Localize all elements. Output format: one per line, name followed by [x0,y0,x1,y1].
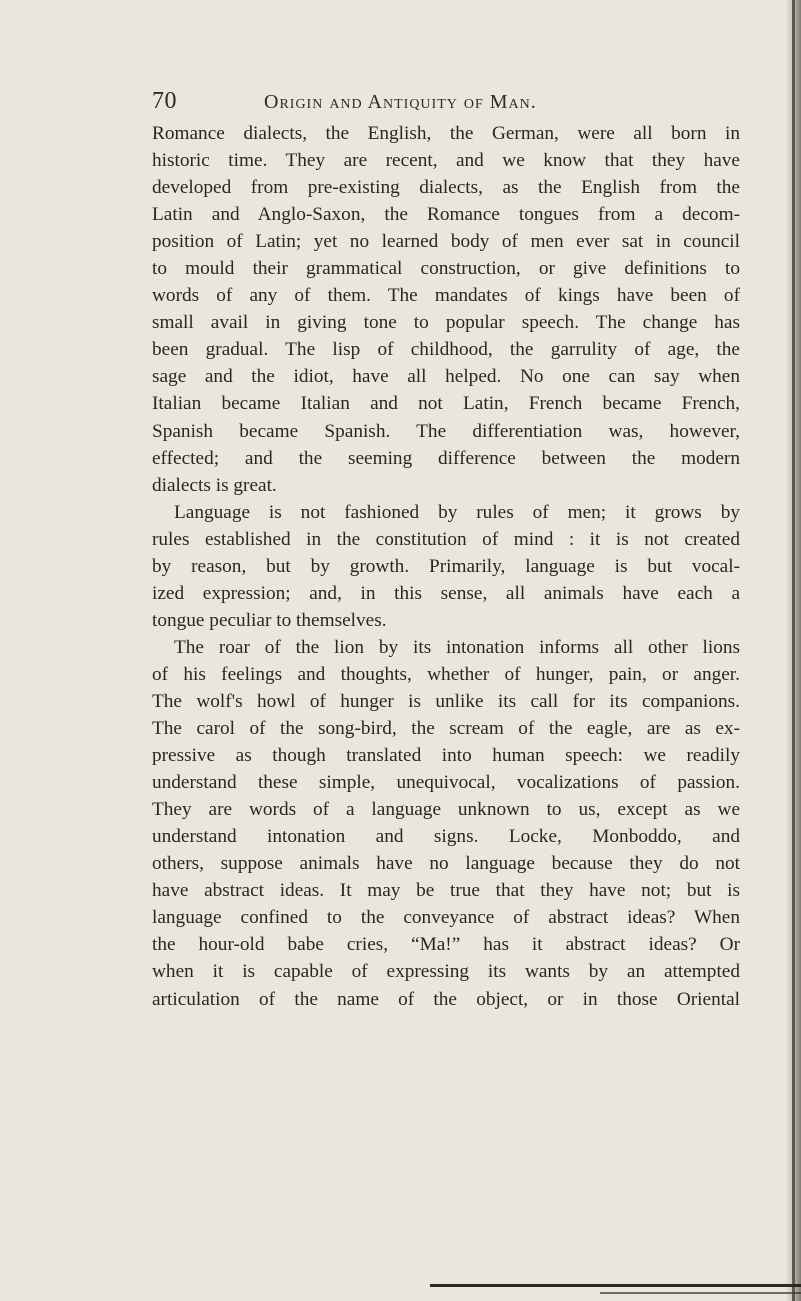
body-text [152,120,740,1013]
text-line: words of any of them. The mandates of kings have been of [152,285,740,307]
text-line: Language is not fashioned by rules of men; it grows by [174,501,740,523]
text-line: small avail in giving tone to popular speech. The change has [152,312,740,334]
text-line: understand intonation and signs. Locke, Monboddo, and [152,826,740,848]
text-line: when it is capable of expressing its wants by an attempted [152,961,740,983]
text-line: developed from pre-existing dialects, as the English from the [152,177,740,199]
text-line: to mould their grammatical construction, or give definitions to [152,258,740,280]
page-number: 70 [152,88,177,114]
text-line: Latin and Anglo-Saxon, the Romance tongues from a decom- [152,204,740,226]
text-line: The carol of the song-bird, the scream of the eagle, are as ex- [152,718,740,740]
text-line: rules established in the constitution of mind : it is not created [152,528,740,550]
text-line: been gradual. The lisp of childhood, the garrulity of age, the [152,339,740,361]
text-line: effected; and the seeming difference between the modern [152,447,740,469]
text-line: have abstract ideas. It may be true that they have not; but is [152,880,740,902]
text-line: ized expression; and, in this sense, all animals have each a [152,582,740,604]
text-line: of his feelings and thoughts, whether of hunger, pain, or anger. [152,663,740,685]
text-line: language confined to the conveyance of abstract ideas? When [152,907,740,929]
text-line: pressive as though translated into human speech: we readily [152,745,740,767]
running-title: Origin and Antiquity of Man. [264,91,537,113]
page-edge-line [792,0,795,1301]
text-line: They are words of a language unknown to us, except as we [152,799,740,821]
text-line: position of Latin; yet no learned body of men ever sat in council [152,231,740,253]
text-line: Italian became Italian and not Latin, French became French, [152,393,740,415]
text-line: The roar of the lion by its intonation informs all other lions [174,636,740,658]
text-line: The wolf's howl of hunger is unlike its call for its companions. [152,690,740,712]
bottom-rule [430,1284,801,1287]
text-line: historic time. They are recent, and we know that they have [152,150,740,172]
text-line: sage and the idiot, have all helped. No one can say when [152,366,740,388]
text-line: dialects is great. [152,474,277,496]
text-line: articulation of the name of the object, or in those Oriental [152,988,740,1010]
text-line: Romance dialects, the English, the German, were all born in [152,123,740,144]
text-line: by reason, but by growth. Primarily, language is but vocal- [152,555,740,577]
page-header [152,88,732,118]
text-line: others, suppose animals have no language because they do not [152,853,740,875]
text-line: Spanish became Spanish. The differentiation was, however, [152,420,740,442]
text-line: tongue peculiar to themselves. [152,609,387,631]
text-line: understand these simple, unequivocal, vocalizations of passion. [152,772,740,794]
text-line: the hour-old babe cries, “Ma!” has it abstract ideas? Or [152,934,740,956]
bottom-rule-secondary [600,1292,801,1294]
